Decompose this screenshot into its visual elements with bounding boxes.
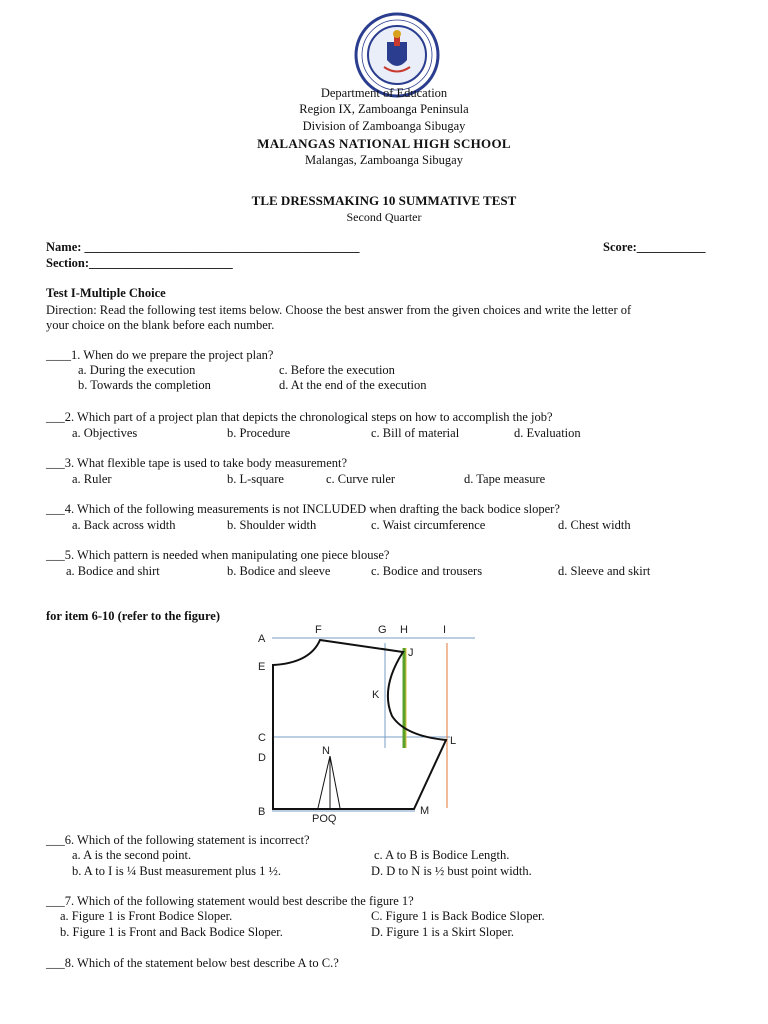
question-6-stem: ___6. Which of the following statement is incorrect? [46, 833, 310, 847]
question-3-stem: ___3. What flexible tape is used to take body measurement? [46, 456, 348, 470]
q6-option-c: c. A to B is Bodice Length. [374, 848, 510, 862]
q3-option-d: d. Tape measure [464, 472, 546, 486]
q6-option-b: b. A to I is ¼ Bust measurement plus 1 ½. [72, 864, 282, 878]
figure-caption: for item 6-10 (refer to the figure) [46, 609, 221, 623]
label-c: C [258, 732, 266, 744]
label-f: F [315, 624, 322, 636]
q6-option-d: D. D to N is ½ bust point width. [371, 864, 532, 878]
question-4-stem: ___4. Which of the following measurements is not INCLUDED when drafting the back bodice sloper? [46, 502, 560, 516]
part1-heading: Test I-Multiple Choice [46, 286, 166, 300]
name-field[interactable]: Name: ____________________________________________ [46, 240, 360, 254]
question-2-stem: ___2. Which part of a project plan that depicts the chronological steps on how to accomplish the job? [46, 410, 553, 424]
q6-option-a: a. A is the second point. [72, 848, 192, 862]
test-title: TLE DRESSMAKING 10 SUMMATIVE TEST [251, 193, 517, 208]
q4-option-c: c. Waist circumference [371, 518, 486, 532]
school-address: Malangas, Zamboanga Sibugay [305, 153, 463, 167]
test-quarter: Second Quarter [346, 210, 422, 224]
q5-option-d: d. Sleeve and skirt [558, 564, 651, 578]
q7-option-a: a. Figure 1 is Front Bodice Sloper. [60, 909, 233, 923]
region-name: Region IX, Zamboanga Peninsula [299, 102, 469, 116]
division-name: Division of Zamboanga Sibugay [302, 119, 466, 133]
question-7-stem: ___7. Which of the following statement would best describe the figure 1? [46, 894, 414, 908]
question-1-stem: ____1. When do we prepare the project plan? [46, 348, 274, 362]
q3-option-c: c. Curve ruler [326, 472, 396, 486]
dart-left [318, 756, 330, 808]
q5-option-a: a. Bodice and shirt [66, 564, 160, 578]
label-k: K [372, 689, 380, 701]
department-name: Department of Education [320, 86, 448, 100]
q7-option-b: b. Figure 1 is Front and Back Bodice Sloper. [60, 925, 283, 939]
label-a: A [258, 633, 266, 645]
q2-option-b: b. Procedure [227, 426, 291, 440]
direction-line-2: your choice on the blank before each number. [46, 318, 275, 332]
direction-line-1: Direction: Read the following test items below. Choose the best answer from the given choices and write the letter of [46, 303, 632, 317]
q4-option-d: d. Chest width [558, 518, 631, 532]
score-field[interactable]: Score:___________ [603, 240, 706, 254]
question-8-stem: ___8. Which of the statement below best describe A to C.? [46, 956, 339, 970]
section-field[interactable]: Section:_______________________ [46, 256, 233, 270]
q4-option-a: a. Back across width [72, 518, 176, 532]
q2-option-d: d. Evaluation [514, 426, 581, 440]
label-i: I [443, 624, 447, 636]
bodice-sloper-figure [250, 618, 480, 828]
school-name: MALANGAS NATIONAL HIGH SCHOOL [257, 136, 511, 151]
q1-option-d: d. At the end of the execution [279, 378, 427, 392]
label-l: L [450, 735, 457, 747]
q4-option-b: b. Shoulder width [227, 518, 317, 532]
label-e: E [258, 661, 266, 673]
label-b: B [258, 806, 266, 818]
question-5-stem: ___5. Which pattern is needed when manipulating one piece blouse? [46, 548, 390, 562]
label-d: D [258, 752, 266, 764]
q5-option-c: c. Bodice and trousers [371, 564, 483, 578]
q1-option-b: b. Towards the completion [78, 378, 211, 392]
label-n: N [322, 745, 330, 757]
q2-option-c: c. Bill of material [371, 426, 460, 440]
label-poq: POQ [312, 813, 337, 825]
q3-option-a: a. Ruler [72, 472, 112, 486]
bodice-outline [273, 640, 446, 809]
q1-option-c: c. Before the execution [279, 363, 395, 377]
label-m: M [420, 805, 430, 817]
q7-option-d: D. Figure 1 is a Skirt Sloper. [371, 925, 515, 939]
q2-option-a: a. Objectives [72, 426, 138, 440]
q3-option-b: b. L-square [227, 472, 284, 486]
q5-option-b: b. Bodice and sleeve [227, 564, 331, 578]
label-h: H [400, 624, 408, 636]
label-g: G [378, 624, 387, 636]
dart-right [330, 756, 340, 808]
label-j: J [408, 647, 414, 659]
q7-option-c: C. Figure 1 is Back Bodice Sloper. [371, 909, 545, 923]
q1-option-a: a. During the execution [78, 363, 196, 377]
